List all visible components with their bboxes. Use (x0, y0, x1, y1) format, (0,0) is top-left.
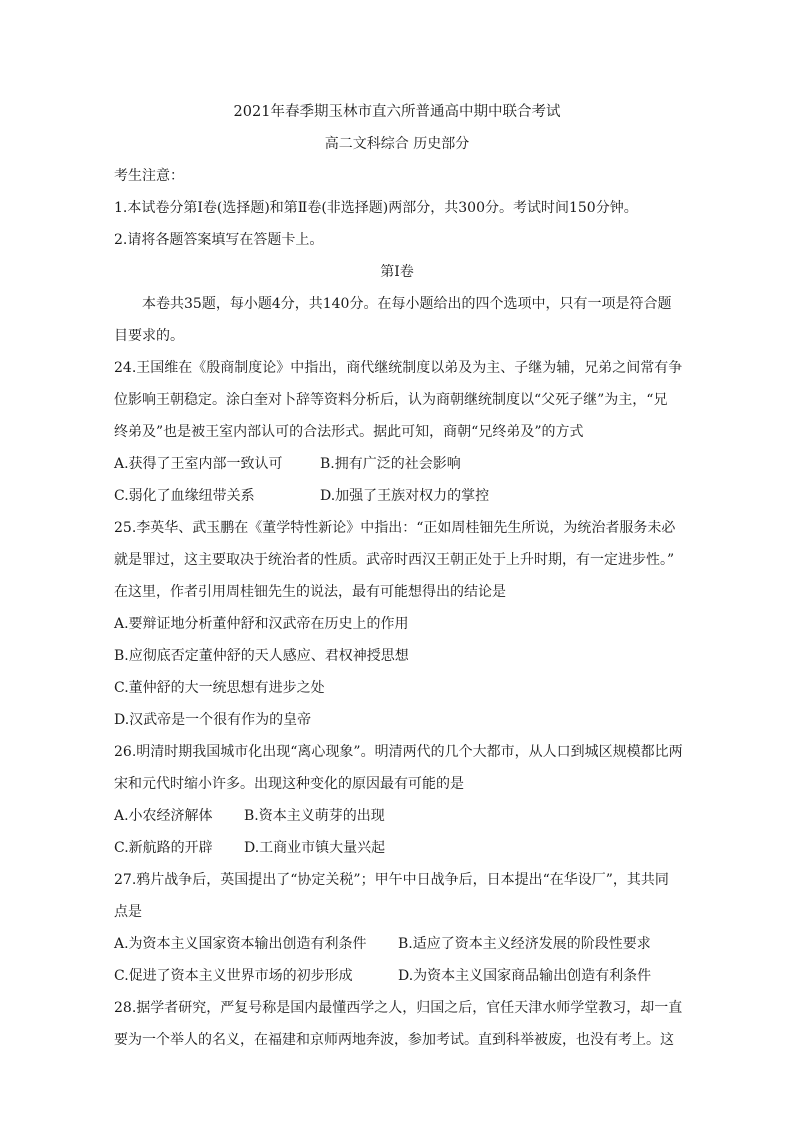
q27-option-c: C.促进了资本主义世界市场的初步形成 (114, 968, 353, 984)
q27-option-d: D.为资本主义国家商品输出创造有利条件 (398, 968, 652, 984)
q26-option-b: B.资本主义萌芽的出现 (244, 808, 385, 824)
q28-stem-line-2: 要为一个举人的名义，在福建和京师两地奔波，参加考试。直到科举被废，也没有考上。这 (114, 1032, 674, 1048)
q24-option-d: D.加强了王族对权力的掌控 (320, 488, 490, 504)
section-title: 第Ⅰ卷 (380, 264, 414, 280)
q25-stem-line-1: 25.李英华、武玉鹏在《董学特性新论》中指出：“正如周桂钿先生所说，为统治者服务未必 (114, 520, 676, 536)
notice-heading: 考生注意： (114, 168, 184, 184)
q25-option-a: A.要辩证地分析董仲舒和汉武帝在历史上的作用 (114, 616, 409, 632)
q24-stem-line-3: 终弟及”也是被王室内部认可的合法形式。据此可知，商朝“兄终弟及”的方式 (114, 424, 584, 440)
section-intro-line-1: 本卷共35题，每小题4分，共140分。在每小题给出的四个选项中，只有一项是符合题 (142, 296, 672, 312)
section-intro-line-2: 目要求的。 (114, 328, 184, 344)
q27-option-b: B.适应了资本主义经济发展的阶段性要求 (398, 936, 651, 952)
q27-option-a: A.为资本主义国家资本输出创造有利条件 (114, 936, 367, 952)
q27-stem-line-2: 点是 (114, 904, 142, 920)
q26-option-c: C.新航路的开辟 (114, 840, 213, 856)
q27-stem-line-1: 27.鸦片战争后，英国提出了“协定关税”；甲午中日战争后，日本提出“在华设厂”，其共同 (114, 872, 669, 888)
q26-stem-line-2: 宋和元代时缩小许多。出现这种变化的原因最有可能的是 (114, 776, 464, 792)
notice-item-2: 2.请将各题答案填写在答题卡上。 (114, 232, 324, 248)
q24-option-a: A.获得了王室内部一致认可 (114, 456, 283, 472)
q25-option-b: B.应彻底否定董仲舒的天人感应、君权神授思想 (114, 648, 409, 664)
q26-option-a: A.小农经济解体 (114, 808, 213, 824)
notice-item-1: 1.本试卷分第Ⅰ卷(选择题)和第Ⅱ卷(非选择题)两部分，共300分。考试时间150分钟。 (114, 200, 638, 216)
q25-option-d: D.汉武帝是一个很有作为的皇帝 (114, 712, 312, 728)
q24-option-c: C.弱化了血缘纽带关系 (114, 488, 255, 504)
q24-option-b: B.拥有广泛的社会影响 (320, 456, 461, 472)
q26-stem-line-1: 26.明清时期我国城市化出现“离心现象”。明清两代的几个大都市，从人口到城区规模都比两 (114, 744, 683, 760)
q26-option-d: D.工商业市镇大量兴起 (244, 840, 386, 856)
q25-option-c: C.董仲舒的大一统思想有进步之处 (114, 680, 325, 696)
q24-stem-line-2: 位影响王朝稳定。涂白奎对卜辞等资料分析后，认为商朝继统制度以“父死子继”为主，“兄 (114, 392, 668, 408)
exam-title: 2021年春季期玉林市直六所普通高中期中联合考试 (233, 104, 561, 120)
q25-stem-line-3: 在这里，作者引用周桂钿先生的说法，最有可能想得出的结论是 (114, 584, 506, 600)
exam-subject: 高二文科综合 历史部分 (324, 136, 470, 152)
q24-stem-line-1: 24.王国维在《殷商制度论》中指出，商代继统制度以弟及为主、子继为辅，兄弟之间常有争 (114, 360, 683, 376)
q25-stem-line-2: 就是罪过，这主要取决于统治者的性质。武帝时西汉王朝正处于上升时期，有一定进步性。” (114, 552, 675, 568)
q28-stem-line-1: 28.据学者研究，严复号称是国内最懂西学之人，归国之后，官任天津水师学堂教习，却一直 (114, 1000, 683, 1016)
